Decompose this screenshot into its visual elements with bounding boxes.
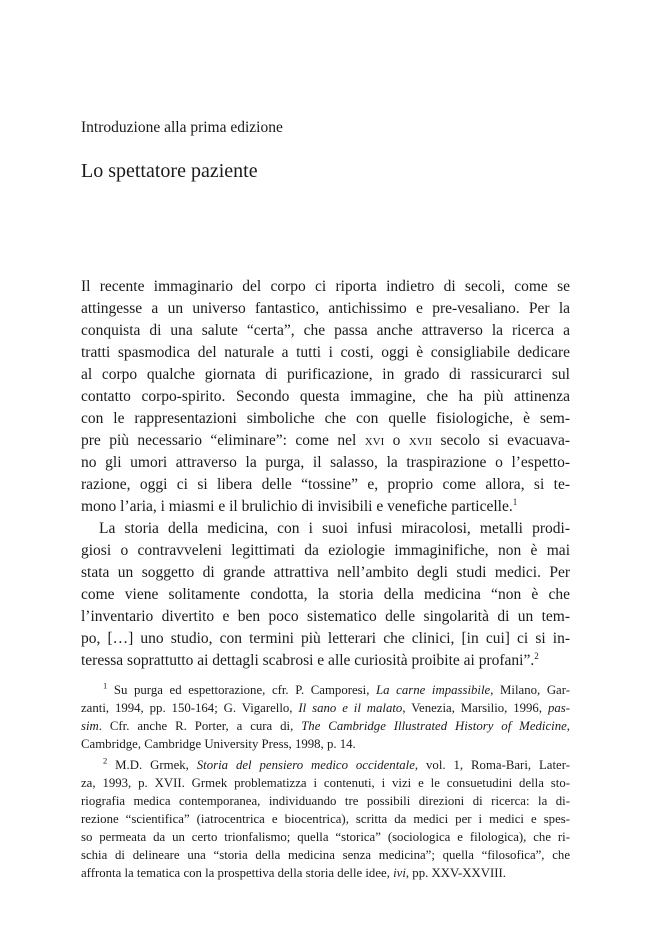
body-line: no gli umori attraverso la purga, il salasso, la traspirazione o l’espetto- (81, 454, 570, 471)
italic-word: sim (81, 719, 99, 733)
body-line: stata un soggetto di grande attrattiva nell’ambito degli studi medici. Per (81, 564, 570, 581)
italic-title: Il sano e il malato (298, 701, 403, 715)
text-run: , Milano, Gar- (490, 683, 571, 697)
footnote-line (81, 717, 570, 735)
footnote-reference: 2 (534, 650, 539, 661)
footnote-reference: 1 (512, 496, 518, 507)
footnote-line: rezione “scientifica” (iatrocentrica e biocentrica), scritta da medici per i medici e spes- (81, 812, 570, 826)
footnote-line: za, 1993, p. XVII. Grmek problematizza i contenuti, i vizi e le consuetudini della sto- (81, 776, 570, 790)
text-run: affronta la tematica con la prospettiva della storia delle idee, (81, 866, 394, 880)
footnote-line (81, 699, 570, 717)
chapter-title: Lo spettatore paziente (81, 160, 258, 182)
body-line: al corpo qualche giornata di purificazione, in grado di rassicurarci sul (81, 366, 570, 383)
italic-title: The Cambridge Illustrated History of Medicine (301, 719, 567, 733)
text-run: Cambridge, Cambridge University Press, 1998, p. 14. (81, 737, 356, 751)
text-run: , vol. 1, Roma-Bari, Later- (414, 758, 570, 772)
footnote-line: schia di delineare una “storia della medicina senza medicina”; quella “filosofica”, che (81, 848, 570, 862)
italic-word: pas- (547, 701, 570, 715)
text-run: M.D. Grmek, (115, 758, 197, 772)
body-line (81, 650, 570, 672)
footnote-line (81, 864, 570, 882)
text-run: , pp. XXV-XXVIII. (405, 866, 507, 880)
body-line: conquista di una salute “certa”, che passa anche attraverso la ricerca a (81, 322, 570, 339)
footnote-line (81, 681, 570, 699)
text-run: teressa soprattutto ai dettagli scabrosi e alle curiosità proibite ai profani”. (81, 652, 535, 669)
italic-title: La carne impassibile (376, 683, 491, 697)
footnote-line: riografia medica contemporanea, individuando tre possibili direzioni di ricerca: la di- (81, 794, 570, 808)
section-label: Introduzione alla prima edizione (81, 119, 283, 136)
text-run: . Cfr. anche R. Porter, a cura di, (98, 719, 302, 733)
text-run: , Venezia, Marsilio, 1996, (402, 701, 548, 715)
body-line (81, 430, 570, 452)
text-run: secolo si evacuava- (432, 432, 570, 449)
footnote-line (81, 756, 570, 774)
footnotes (81, 681, 570, 882)
italic-word: ivi (393, 866, 406, 880)
body-line: po, […] uno studio, con termini più letterari che clinici, [in cui] ci si in- (81, 630, 570, 647)
footnote-line (81, 735, 570, 753)
body-line: contatto corpo-spirito. Secondo questa immagine, che ha più attinenza (81, 388, 570, 405)
text-run: , (566, 719, 570, 733)
footnote-line: so permeata da un certo trionfalismo; quella “storica” (sociologica e filologica), che ri- (81, 830, 570, 844)
body-line: come viene solitamente condotta, la storia della medicina “non è che (81, 586, 570, 603)
body-line (81, 496, 570, 518)
body-line: con le rappresentazioni simboliche che con quelle fisiologiche, è sem- (81, 410, 570, 427)
body-line: attingesse a un universo fantastico, antichissimo e pre-vesaliano. Per la (81, 300, 570, 317)
body-line: giosi o contravveleni legittimati da eziologie immaginifiche, non è mai (81, 542, 570, 559)
text-run: mono l’aria, i miasmi e il brulichio di invisibili e venefiche particelle. (81, 498, 513, 515)
body-line: Il recente immaginario del corpo ci riporta indietro di secoli, come se (81, 278, 570, 295)
text-run: o (384, 432, 409, 449)
century-roman-numeral: xvi (364, 432, 385, 449)
body-line: razione, oggi ci si libera delle “tossine” e, proprio come allora, si te- (81, 476, 570, 493)
century-roman-numeral: xvii (408, 432, 433, 449)
italic-title: Storia del pensiero medico occidentale (196, 758, 415, 772)
body-text (81, 276, 570, 672)
body-line: La storia della medicina, con i suoi infusi miracolosi, metalli prodi- (99, 520, 570, 537)
body-line: l’inventario divertito e ben poco sistematico delle singolarità di un tem- (81, 608, 570, 625)
footnote-number: 2 (103, 755, 108, 766)
footnote-number: 1 (103, 680, 108, 691)
text-run: zanti, 1994, pp. 150-164; G. Vigarello, (81, 701, 299, 715)
text-run: Su purga ed espettorazione, cfr. P. Camporesi, (113, 683, 377, 697)
text-run: pre più necessario “eliminare”: come nel (81, 432, 365, 449)
body-line: tratti spasmodica del naturale a tutti i costi, oggi è consigliabile dedicare (81, 344, 570, 361)
